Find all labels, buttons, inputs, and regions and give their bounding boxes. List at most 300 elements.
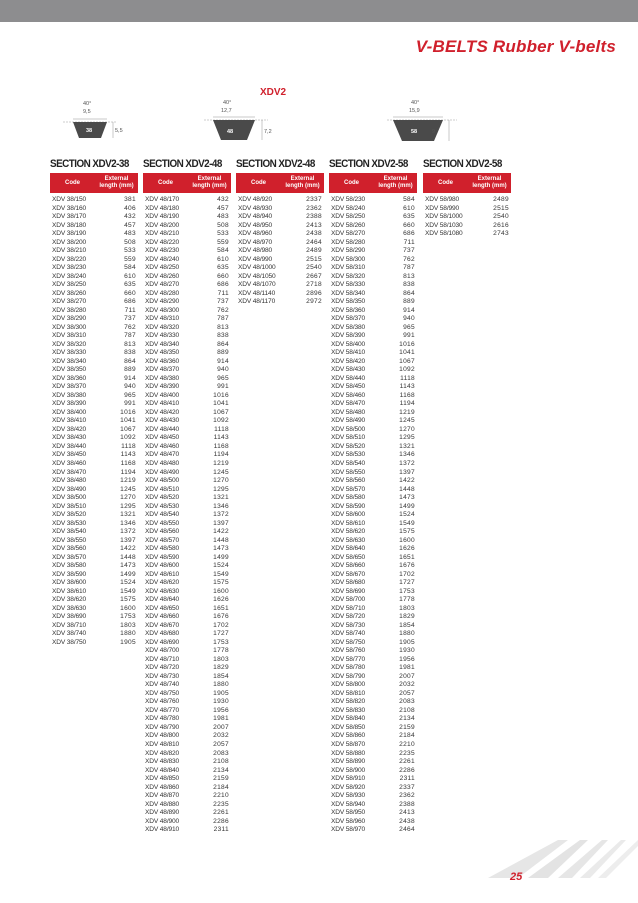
- belt-code: XDV 38/170: [52, 213, 87, 221]
- belt-length: 2311: [213, 826, 229, 834]
- belt-code: XDV 58/890: [331, 758, 366, 766]
- belt-code: XDV 58/980: [425, 196, 460, 203]
- profile-angle: 40°: [411, 100, 420, 106]
- table-header: [236, 173, 324, 193]
- belt-code: XDV 58/530: [331, 451, 366, 459]
- belt-length: 838: [217, 332, 229, 340]
- profile-38: [55, 98, 135, 148]
- belt-code: XDV 48/680: [145, 630, 180, 638]
- belt-length: 1422: [120, 545, 136, 553]
- belt-length: 864: [217, 340, 229, 348]
- belt-length: 2261: [399, 758, 415, 766]
- belt-length: 1905: [399, 638, 415, 646]
- belt-length: 2489: [306, 247, 322, 255]
- table-row: [50, 298, 138, 307]
- belt-length: 1524: [399, 511, 415, 519]
- belt-length: 508: [124, 238, 136, 246]
- belt-length: 1524: [213, 562, 229, 570]
- table-row: [329, 775, 417, 784]
- table-row: [329, 469, 417, 478]
- belt-code: XDV 48/190: [145, 213, 180, 221]
- belt-length: 2413: [399, 809, 415, 817]
- belt-code: XDV 48/990: [238, 255, 273, 263]
- belt-code: XDV 58/710: [331, 604, 366, 612]
- table-row: [143, 647, 231, 656]
- table-row: [329, 307, 417, 316]
- table-row: [143, 724, 231, 733]
- table-row: [329, 750, 417, 759]
- belt-code: XDV 48/930: [238, 204, 273, 212]
- table-row: [329, 281, 417, 290]
- belt-code: XDV 58/460: [331, 391, 366, 399]
- belt-length: 1295: [213, 485, 229, 493]
- belt-code: XDV 38/570: [52, 553, 87, 561]
- belt-length: 2184: [213, 783, 229, 791]
- belt-length: 635: [124, 281, 136, 289]
- belt-length: 762: [124, 323, 136, 331]
- table-row: [50, 264, 138, 273]
- table-row: [329, 196, 417, 205]
- belt-code: XDV 58/640: [331, 545, 366, 553]
- belt-length: 2388: [399, 800, 415, 808]
- table-row: [143, 451, 231, 460]
- table-row: [329, 503, 417, 512]
- table-body: [423, 196, 511, 239]
- belt-length: 737: [217, 298, 229, 306]
- belt-code: XDV 58/930: [331, 792, 366, 800]
- table-row: [50, 554, 138, 563]
- table-row: [50, 511, 138, 520]
- belt-code: XDV 58/300: [331, 255, 366, 263]
- section-title: SECTION XDV2-58: [423, 158, 502, 170]
- belt-code: XDV 58/670: [331, 570, 366, 578]
- belt-code: XDV 38/450: [52, 451, 87, 459]
- belt-code: XDV 58/820: [331, 698, 366, 706]
- belt-code: XDV 48/390: [145, 383, 180, 391]
- belt-code: XDV 48/340: [145, 340, 180, 348]
- belt-length: 610: [217, 255, 229, 263]
- table-body: [50, 196, 138, 647]
- belt-length: 1549: [213, 570, 229, 578]
- belt-length: 2743: [493, 230, 509, 238]
- belt-code: XDV 48/480: [145, 459, 180, 467]
- belt-length: 1600: [213, 587, 229, 595]
- table-row: [329, 256, 417, 265]
- belt-code: XDV 58/370: [331, 315, 366, 323]
- belt-code: XDV 48/760: [145, 698, 180, 706]
- belt-code: XDV 38/490: [52, 485, 87, 493]
- table-row: [143, 213, 231, 222]
- belt-length: 1575: [120, 596, 136, 604]
- belt-length: 686: [217, 281, 229, 289]
- belt-code: XDV 58/870: [331, 741, 366, 748]
- belt-code: XDV 38/550: [52, 536, 87, 544]
- belt-length: 2286: [399, 766, 415, 774]
- table-row: [143, 767, 231, 776]
- belt-code: XDV 38/220: [52, 255, 87, 263]
- length-header-line2: length (mm): [378, 183, 413, 189]
- belt-code: XDV 48/630: [145, 587, 180, 595]
- section-title: SECTION XDV2-48: [143, 158, 222, 170]
- belt-length: 1727: [399, 579, 415, 587]
- belt-length: 813: [403, 272, 415, 280]
- table-row: [50, 520, 138, 529]
- belt-length: 1245: [120, 485, 136, 493]
- table-row: [329, 358, 417, 367]
- belt-code: XDV 58/420: [331, 357, 366, 365]
- belt-length: 559: [217, 238, 229, 246]
- belt-length: 1499: [120, 570, 136, 578]
- belt-code: XDV 48/730: [145, 672, 180, 680]
- belt-code: XDV 38/270: [52, 298, 87, 306]
- table-row: [329, 486, 417, 495]
- belt-code: XDV 58/790: [331, 672, 366, 680]
- table-row: [236, 247, 324, 256]
- table-row: [236, 230, 324, 239]
- belt-code: XDV 48/920: [238, 196, 273, 203]
- belt-length: 1981: [399, 664, 415, 672]
- belt-code: XDV 58/680: [331, 579, 366, 587]
- belt-code: XDV 58/780: [331, 664, 366, 672]
- belt-length: 2108: [399, 706, 415, 714]
- table-row: [50, 324, 138, 333]
- table-row: [236, 239, 324, 248]
- table-row: [143, 511, 231, 520]
- belt-code: XDV 48/1070: [238, 281, 276, 289]
- belt-length: 1575: [213, 579, 229, 587]
- table-header: [143, 173, 231, 193]
- belt-length: 2235: [399, 749, 415, 757]
- belt-code: XDV 38/150: [52, 196, 87, 203]
- table-row: [143, 383, 231, 392]
- profile-top-width: 9,5: [83, 109, 91, 115]
- table-row: [50, 562, 138, 571]
- table-row: [50, 341, 138, 350]
- belt-length: 1880: [120, 630, 136, 638]
- belt-code: XDV 48/360: [145, 357, 180, 365]
- table-row: [50, 247, 138, 256]
- belt-length: 1803: [399, 604, 415, 612]
- belt-code: XDV 58/260: [331, 221, 366, 229]
- belt-code: XDV 38/440: [52, 442, 87, 450]
- code-header: Code: [251, 180, 266, 186]
- belt-length: 787: [217, 315, 229, 323]
- belt-length: 1499: [399, 502, 415, 510]
- table-row: [329, 724, 417, 733]
- belt-code: XDV 58/910: [331, 775, 366, 783]
- belt-code: XDV 38/750: [52, 638, 87, 646]
- belt-length: 762: [403, 255, 415, 263]
- belt-code: XDV 48/370: [145, 366, 180, 374]
- belt-length: 737: [403, 247, 415, 255]
- table-row: [143, 562, 231, 571]
- belt-length: 711: [403, 238, 415, 246]
- table-row: [143, 715, 231, 724]
- belt-length: 1600: [399, 536, 415, 544]
- table-row: [329, 818, 417, 827]
- table-row: [329, 520, 417, 529]
- table-row: [50, 605, 138, 614]
- belt-code: XDV 38/300: [52, 323, 87, 331]
- belt-code: XDV 48/310: [145, 315, 180, 323]
- section-column: [143, 157, 231, 835]
- profile-58: [385, 98, 465, 148]
- belt-length: 1803: [120, 621, 136, 629]
- belt-code: XDV 48/330: [145, 332, 180, 340]
- belt-length: 940: [403, 315, 415, 323]
- table-row: [50, 239, 138, 248]
- belt-code: XDV 48/210: [145, 230, 180, 238]
- belt-code: XDV 48/750: [145, 689, 180, 697]
- belt-code: XDV 38/230: [52, 264, 87, 272]
- belt-length: 2540: [306, 264, 322, 272]
- belt-code: XDV 58/970: [331, 826, 366, 834]
- belt-code: XDV 38/590: [52, 570, 87, 578]
- belt-code: XDV 48/880: [145, 800, 180, 808]
- table-row: [329, 664, 417, 673]
- table-row: [50, 375, 138, 384]
- belt-length: 838: [403, 281, 415, 289]
- length-header-line2: length (mm): [99, 183, 134, 189]
- table-row: [143, 409, 231, 418]
- belt-length: 2261: [213, 809, 229, 817]
- belt-code: XDV 48/1170: [238, 298, 276, 306]
- table-row: [143, 758, 231, 767]
- belt-code: XDV 58/250: [331, 213, 366, 221]
- table-row: [50, 630, 138, 639]
- belt-code: XDV 38/560: [52, 545, 87, 553]
- belt-code: XDV 48/410: [145, 400, 180, 408]
- belt-length: 889: [124, 366, 136, 374]
- table-row: [143, 784, 231, 793]
- belt-length: 914: [124, 374, 136, 382]
- belt-length: 737: [124, 315, 136, 323]
- belt-length: 2235: [213, 800, 229, 808]
- table-row: [143, 792, 231, 801]
- length-header: [281, 176, 324, 190]
- belt-code: XDV 38/330: [52, 349, 87, 357]
- table-row: [143, 630, 231, 639]
- table-row: [143, 298, 231, 307]
- table-row: [143, 375, 231, 384]
- section-title: SECTION XDV2-58: [329, 158, 408, 170]
- table-row: [143, 222, 231, 231]
- table-row: [329, 409, 417, 418]
- belt-length: 1346: [120, 519, 136, 527]
- table-row: [143, 622, 231, 631]
- table-row: [329, 239, 417, 248]
- belt-code: XDV 48/200: [145, 221, 180, 229]
- belt-code: XDV 58/800: [331, 681, 366, 689]
- belt-length: 1143: [399, 383, 415, 391]
- belt-code: XDV 58/550: [331, 468, 366, 476]
- table-row: [236, 196, 324, 205]
- belt-code: XDV 58/660: [331, 562, 366, 570]
- belt-code: XDV 58/610: [331, 519, 366, 527]
- belt-code: XDV 48/1000: [238, 264, 276, 272]
- section-title: SECTION XDV2-38: [50, 158, 129, 170]
- belt-code: XDV 58/360: [331, 306, 366, 314]
- table-row: [143, 315, 231, 324]
- belt-code: XDV 58/290: [331, 247, 366, 255]
- table-row: [143, 400, 231, 409]
- belt-code: XDV 48/590: [145, 553, 180, 561]
- belt-code: XDV 48/460: [145, 442, 180, 450]
- belt-length: 1270: [120, 494, 136, 502]
- belt-code: XDV 48/560: [145, 528, 180, 536]
- belt-code: XDV 58/850: [331, 723, 366, 731]
- length-header: [468, 176, 511, 190]
- belt-code: XDV 58/520: [331, 442, 366, 450]
- table-row: [329, 792, 417, 801]
- table-row: [143, 247, 231, 256]
- belt-length: 1372: [120, 528, 136, 536]
- belt-length: 1295: [399, 434, 415, 442]
- belt-code: XDV 58/600: [331, 511, 366, 519]
- belt-code: XDV 48/490: [145, 468, 180, 476]
- belt-length: 1346: [399, 451, 415, 459]
- belt-length: 1016: [213, 391, 229, 399]
- belt-length: 991: [217, 383, 229, 391]
- table-row: [329, 332, 417, 341]
- table-row: [143, 239, 231, 248]
- page-title: V-BELTS Rubber V-belts: [415, 37, 616, 56]
- length-header-line2: length (mm): [472, 183, 507, 189]
- belt-length: 1270: [399, 425, 415, 433]
- belt-code: XDV 48/910: [145, 826, 180, 834]
- table-row: [329, 784, 417, 793]
- belt-length: 2540: [493, 213, 509, 221]
- belt-code: XDV 38/420: [52, 425, 87, 433]
- belt-code: XDV 48/980: [238, 247, 273, 255]
- belt-code: XDV 38/290: [52, 315, 87, 323]
- table-row: [143, 494, 231, 503]
- belt-length: 1067: [120, 425, 136, 433]
- table-row: [329, 383, 417, 392]
- belt-code: XDV 58/990: [425, 204, 460, 212]
- belt-length: 432: [124, 213, 136, 221]
- belt-length: 1549: [120, 587, 136, 595]
- belt-length: 813: [217, 323, 229, 331]
- belt-length: 1473: [213, 545, 229, 553]
- profile-code: 58: [411, 129, 418, 135]
- table-row: [143, 349, 231, 358]
- belt-length: 1372: [399, 459, 415, 467]
- belt-length: 1219: [213, 459, 229, 467]
- belt-code: XDV 58/1030: [425, 221, 463, 229]
- belt-code: XDV 48/1140: [238, 289, 276, 297]
- belt-length: 711: [217, 289, 229, 297]
- belt-length: 1321: [120, 511, 136, 519]
- table-row: [329, 571, 417, 580]
- belt-length: 1016: [399, 340, 415, 348]
- belt-code: XDV 58/770: [331, 655, 366, 663]
- belt-code: XDV 48/290: [145, 298, 180, 306]
- belt-length: 1880: [399, 630, 415, 638]
- belt-length: 1397: [213, 519, 229, 527]
- belt-length: 1168: [120, 459, 136, 467]
- belt-code: XDV 58/430: [331, 366, 366, 374]
- table-row: [50, 358, 138, 367]
- table-row: [236, 273, 324, 282]
- table-row: [329, 698, 417, 707]
- belt-code: XDV 48/300: [145, 306, 180, 314]
- belt-length: 1499: [213, 553, 229, 561]
- table-row: [329, 273, 417, 282]
- belt-code: XDV 48/720: [145, 664, 180, 672]
- table-row: [143, 434, 231, 443]
- belt-length: 1880: [213, 681, 229, 689]
- table-row: [143, 392, 231, 401]
- code-header: Code: [65, 180, 80, 186]
- belt-code: XDV 48/840: [145, 766, 180, 774]
- table-row: [143, 639, 231, 648]
- length-header-line1: External: [290, 176, 315, 182]
- table-row: [143, 537, 231, 546]
- belt-length: 1702: [399, 570, 415, 578]
- table-row: [329, 741, 417, 750]
- belt-code: XDV 48/500: [145, 477, 180, 485]
- belt-code: XDV 48/280: [145, 289, 180, 297]
- belt-length: 1549: [399, 519, 415, 527]
- belt-code: XDV 58/880: [331, 749, 366, 757]
- belt-code: XDV 48/1050: [238, 272, 276, 280]
- belt-code: XDV 58/270: [331, 230, 366, 238]
- table-row: [50, 537, 138, 546]
- belt-length: 1448: [120, 553, 136, 561]
- table-row: [423, 230, 511, 239]
- table-row: [143, 273, 231, 282]
- belt-length: 610: [124, 272, 136, 280]
- section-column: [50, 157, 138, 647]
- table-row: [329, 315, 417, 324]
- belt-code: XDV 58/760: [331, 647, 366, 655]
- belt-length: 432: [217, 196, 229, 203]
- belt-code: XDV 48/950: [238, 221, 273, 229]
- table-row: [143, 801, 231, 810]
- belt-length: 2007: [399, 672, 415, 680]
- belt-code: XDV 48/890: [145, 809, 180, 817]
- belt-code: XDV 48/510: [145, 485, 180, 493]
- belt-code: XDV 58/1080: [425, 230, 463, 238]
- belt-length: 1803: [213, 655, 229, 663]
- belt-length: 1041: [120, 417, 136, 425]
- belt-code: XDV 58/540: [331, 459, 366, 467]
- table-row: [329, 417, 417, 426]
- belt-code: XDV 48/700: [145, 647, 180, 655]
- belt-code: XDV 58/830: [331, 706, 366, 714]
- belt-code: XDV 48/520: [145, 494, 180, 502]
- belt-length: 762: [217, 306, 229, 314]
- belt-code: XDV 48/940: [238, 213, 273, 221]
- table-row: [50, 451, 138, 460]
- table-row: [143, 281, 231, 290]
- table-row: [329, 647, 417, 656]
- table-row: [329, 205, 417, 214]
- belt-length: 1118: [400, 374, 415, 382]
- profile-angle: 40°: [83, 101, 92, 107]
- table-row: [329, 605, 417, 614]
- belt-code: XDV 38/370: [52, 383, 87, 391]
- table-row: [50, 426, 138, 435]
- belt-profile-38-icon: [55, 98, 135, 148]
- belt-length: 1346: [213, 502, 229, 510]
- belt-code: XDV 58/490: [331, 417, 366, 425]
- belt-length: 787: [403, 264, 415, 272]
- table-row: [143, 477, 231, 486]
- belt-code: XDV 58/730: [331, 621, 366, 629]
- belt-length: 1067: [213, 408, 229, 416]
